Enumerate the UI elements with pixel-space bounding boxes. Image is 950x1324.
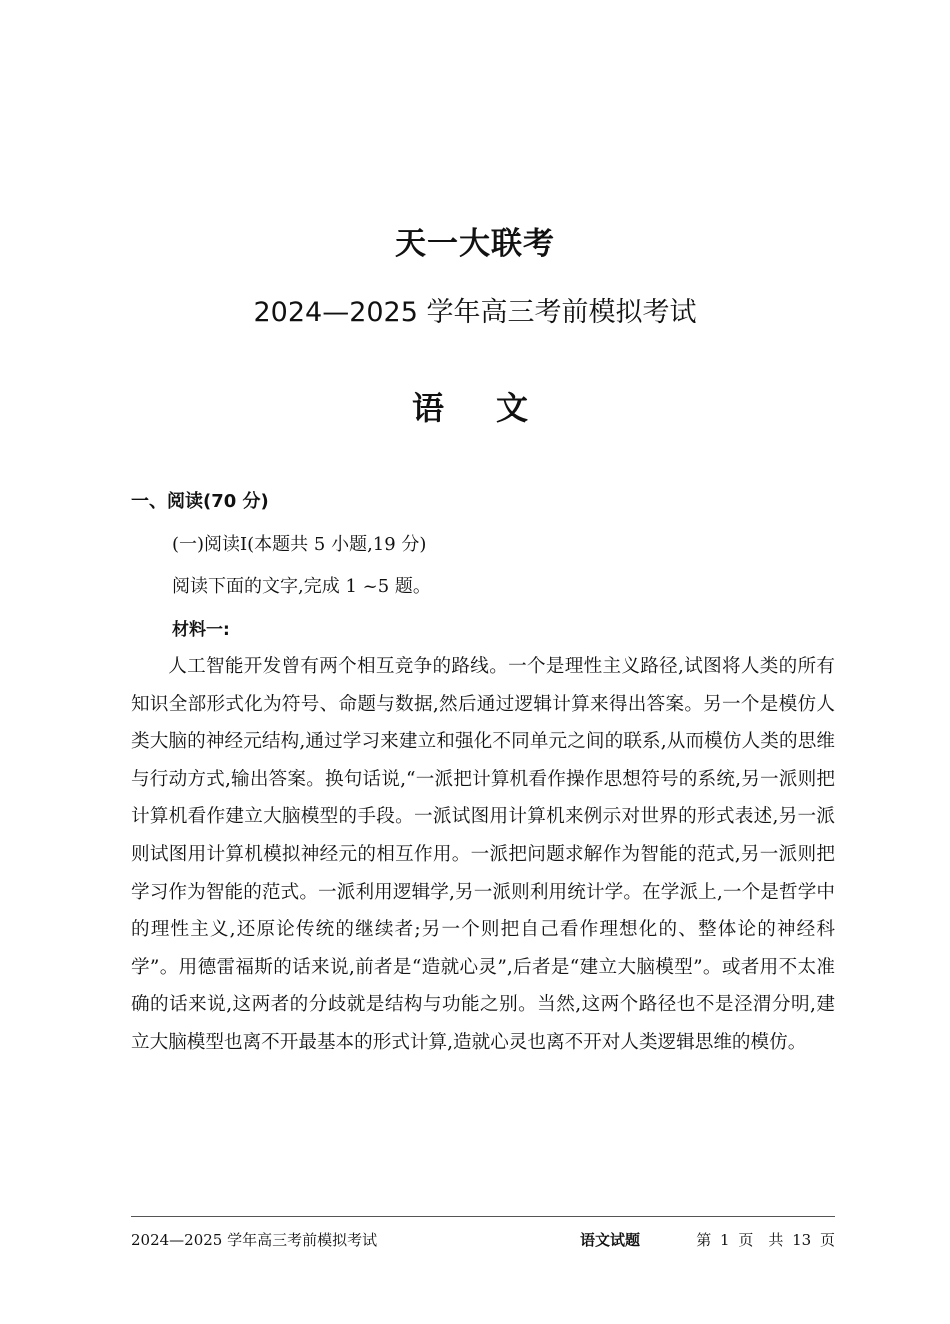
material-label: 材料一: — [172, 620, 230, 640]
section-heading: 一、阅读(70 分) — [131, 491, 269, 512]
subject-title: 语 文 — [411, 389, 538, 427]
footer-divider — [131, 1216, 835, 1217]
exam-organization-title: 天一大联考 — [395, 226, 555, 262]
material-paragraph: 人工智能开发曾有两个相互竞争的路线。一个是理性主义路径,试图将人类的所有知识全部形式化为符号、命题与数据,然后通过逻辑计算来得出答案。另一个是模仿人类大脑的神经元结构,通过学习来建立和强化不同单元之间的联系,从而模仿人类的思维与行动方式,输出答案。换句话说,“一派把计算机看作操作思想符号的系统,另一派则把计算机看作建立大脑模型的手段。一派试图用计算机来例示对世界的形式表述,另一派则试图用计算机模拟神经元的相互作用。一派把问题求解作为智能的范式,另一派则把学习作为智能的范式。一派利用逻辑学,另一派则利用统计学。在学派上,一个是哲学中的理性主义,还原论传统的继续者;另一个则把自己看作理想化的、整体论的神经科学”。用德雷福斯的话来说,前者是“造就心灵”,后者是“建立大脑模型”。或者用不太准确的话来说,这两者的分歧就是结构与功能之别。当然,这两个路径也不是泾渭分明,建立大脑模型也离不开最基本的形式计算,造就心灵也离不开对人类逻辑思维的模仿。 — [131, 656, 835, 1053]
footer-subject: 语文试题 — [580, 1231, 641, 1249]
footer-page-number: 第 1 页 共 13 页 — [696, 1231, 835, 1249]
exam-name-title: 2024—2025 学年高三考前模拟考试 — [253, 297, 697, 328]
subsection-heading: (一)阅读Ⅰ(本题共 5 小题,19 分) — [172, 534, 427, 555]
instruction-text: 阅读下面的文字,完成 1 ~5 题。 — [172, 576, 431, 597]
footer-exam-name: 2024—2025 学年高三考前模拟考试 — [131, 1231, 378, 1249]
